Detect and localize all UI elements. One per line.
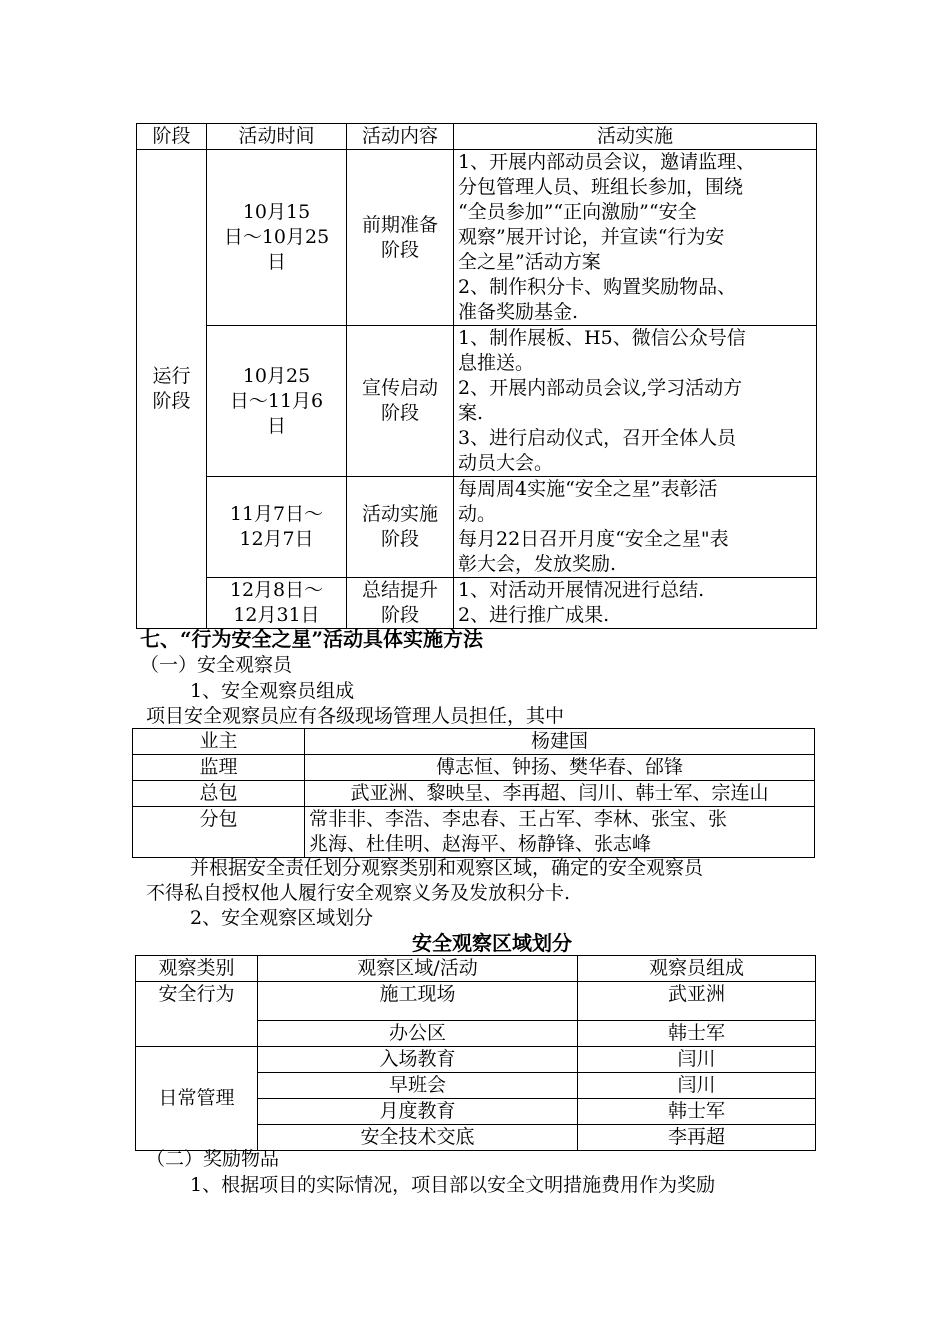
schedule-content-cell: [347, 326, 454, 477]
schedule-impl-line: 准备奖励基金.: [458, 301, 579, 323]
observer-names: 杨建国: [305, 729, 815, 755]
area-observer: 武亚洲: [578, 982, 816, 1021]
observer-names-line: 兆海、杜佳明、赵海平、杨静锋、张志峰: [309, 833, 652, 855]
schedule-table: [136, 123, 817, 629]
schedule-content-line: 活动实施: [361, 503, 438, 525]
observer-role: 分包: [133, 807, 305, 858]
area-name: 入场教育: [258, 1047, 578, 1073]
schedule-time-line: 日: [266, 251, 286, 273]
schedule-row: [137, 578, 817, 629]
schedule-impl-cell: [454, 578, 817, 629]
observer-row: [133, 807, 815, 858]
schedule-header-content: 活动内容: [347, 124, 454, 150]
observer-row: [133, 781, 815, 807]
schedule-content-line: 阶段: [380, 238, 419, 261]
observer-table: [132, 728, 815, 858]
observer-role: 业主: [133, 729, 305, 755]
schedule-content-line: 阶段: [380, 528, 419, 550]
schedule-content-line: 阶段: [380, 604, 419, 626]
area-observer: 闫川: [578, 1047, 816, 1073]
area-category: 日常管理: [136, 1047, 258, 1151]
area-table-title: 安全观察区域划分: [412, 931, 572, 955]
schedule-impl-line: 3、进行启动仪式，召开全体人员: [458, 427, 737, 449]
observer-row: [133, 729, 815, 755]
area-header-observer: 观察员组成: [578, 956, 816, 982]
area-table: [135, 955, 816, 1151]
schedule-time-cell: [207, 477, 347, 578]
schedule-stage-cell: [137, 150, 207, 629]
schedule-time-line: 12月31日: [233, 604, 320, 626]
observer-names: 傅志恒、钟扬、樊华春、邰锋: [305, 755, 815, 781]
observer-role: 总包: [133, 781, 305, 807]
schedule-time-line: 10月15: [242, 201, 311, 223]
observer-row: [133, 755, 815, 781]
schedule-time-cell: [207, 326, 347, 477]
section7-heading: 七、“行为安全之星”活动具体实施方法: [140, 627, 484, 651]
schedule-impl-line: 彰大会，发放奖励.: [458, 553, 617, 575]
area-name: 月度教育: [258, 1099, 578, 1125]
schedule-impl-line: 1、开展内部动员会议，邀请监理、: [458, 151, 756, 173]
schedule-time-line: 日: [266, 414, 286, 437]
schedule-time-line: 日～10月25: [223, 226, 330, 248]
schedule-header-time: 活动时间: [207, 124, 347, 150]
schedule-impl-line: 2、进行推广成果.: [458, 604, 610, 626]
schedule-content-cell: [347, 578, 454, 629]
schedule-header-implementation: 活动实施: [454, 124, 817, 150]
area-observer: 韩士军: [578, 1021, 816, 1047]
schedule-row: [137, 150, 817, 326]
schedule-time-line: 10月25: [242, 364, 311, 387]
schedule-time-line: 12月7日: [239, 528, 314, 550]
schedule-content-line: 阶段: [380, 402, 419, 424]
schedule-impl-cell: [454, 477, 817, 578]
area-observer: 李再超: [578, 1125, 816, 1151]
schedule-impl-line: “全员参加”“正向激励”“安全: [458, 201, 697, 223]
schedule-impl-line: 动员大会。: [458, 452, 554, 474]
para-line: 不得私自授权他人履行安全观察义务及发放积分卡.: [146, 882, 571, 904]
schedule-content-cell: [347, 477, 454, 578]
schedule-impl-line: 全之星”活动方案: [458, 251, 601, 273]
sub2-item1: 1、根据项目的实际情况，项目部以安全文明措施费用作为奖励: [190, 1174, 716, 1196]
schedule-impl-line: 1、制作展板、H5、微信公众号信: [458, 327, 746, 349]
sub1-item2: 2、安全观察区域划分: [190, 907, 374, 929]
observer-names-line: 常非非、李浩、李忠春、王占军、李林、张宝、张: [309, 808, 728, 830]
schedule-impl-line: 每周周4实施“安全之星”表彰活: [458, 478, 718, 500]
schedule-content-cell: [347, 150, 454, 326]
schedule-impl-line: 分包管理人员、班组长参加，围绕: [458, 176, 744, 198]
schedule-impl-cell: [454, 326, 817, 477]
schedule-time-line: 日～11月6: [229, 389, 324, 412]
schedule-impl-line: 2、开展内部动员会议,学习活动方: [458, 377, 743, 399]
schedule-impl-line: 观察”展开讨论，并宣读“行为安: [458, 226, 725, 248]
para-line: 并根据安全责任划分观察类别和观察区域，确定的安全观察员: [190, 857, 704, 879]
sub1-heading: （一）安全观察员: [140, 654, 293, 676]
area-row: [136, 1047, 816, 1073]
area-header-category: 观察类别: [136, 956, 258, 982]
area-observer: 闫川: [578, 1073, 816, 1099]
schedule-impl-line: 动。: [458, 503, 497, 525]
schedule-impl-line: 息推送。: [458, 352, 535, 374]
observer-role: 监理: [133, 755, 305, 781]
schedule-time-cell: [207, 578, 347, 629]
area-observer: 韩士军: [578, 1099, 816, 1125]
schedule-content-line: 总结提升: [361, 579, 438, 601]
area-name: 办公区: [258, 1021, 578, 1047]
sub2-heading: （二）奖励物品: [146, 1148, 280, 1170]
schedule-row: [137, 477, 817, 578]
schedule-stage-line: 阶段: [152, 390, 191, 412]
area-category: 安全行为: [136, 982, 258, 1047]
schedule-time-line: 11月7日～: [229, 503, 324, 525]
schedule-stage-line: 运行: [152, 365, 191, 387]
schedule-impl-line: 2、制作积分卡、购置奖励物品、: [458, 276, 737, 298]
area-name: 施工现场: [258, 982, 578, 1021]
sub1-intro: 项目安全观察员应有各级现场管理人员担任，其中: [146, 705, 565, 727]
observer-names: [305, 807, 815, 858]
schedule-time-line: 12月8日～: [229, 579, 324, 601]
schedule-header-stage: 阶段: [137, 124, 207, 150]
area-header-area: 观察区域/活动: [258, 956, 578, 982]
schedule-impl-line: 1、对活动开展情况进行总结.: [458, 579, 705, 601]
schedule-time-cell: [207, 150, 347, 326]
observer-names: 武亚洲、黎映呈、李再超、闫川、韩士军、宗连山: [305, 781, 815, 807]
schedule-content-line: 前期准备: [361, 213, 438, 236]
schedule-impl-line: 案.: [458, 402, 484, 424]
area-name: 安全技术交底: [258, 1125, 578, 1151]
area-header-row: [136, 956, 816, 982]
schedule-content-line: 宣传启动: [361, 377, 438, 399]
schedule-impl-line: 每月22日召开月度“安全之星"表: [458, 528, 729, 550]
area-row: [136, 982, 816, 1021]
area-name: 早班会: [258, 1073, 578, 1099]
schedule-row: [137, 326, 817, 477]
schedule-header-row: [137, 124, 817, 150]
schedule-impl-cell: [454, 150, 817, 326]
sub1-item1: 1、安全观察员组成: [190, 680, 355, 702]
